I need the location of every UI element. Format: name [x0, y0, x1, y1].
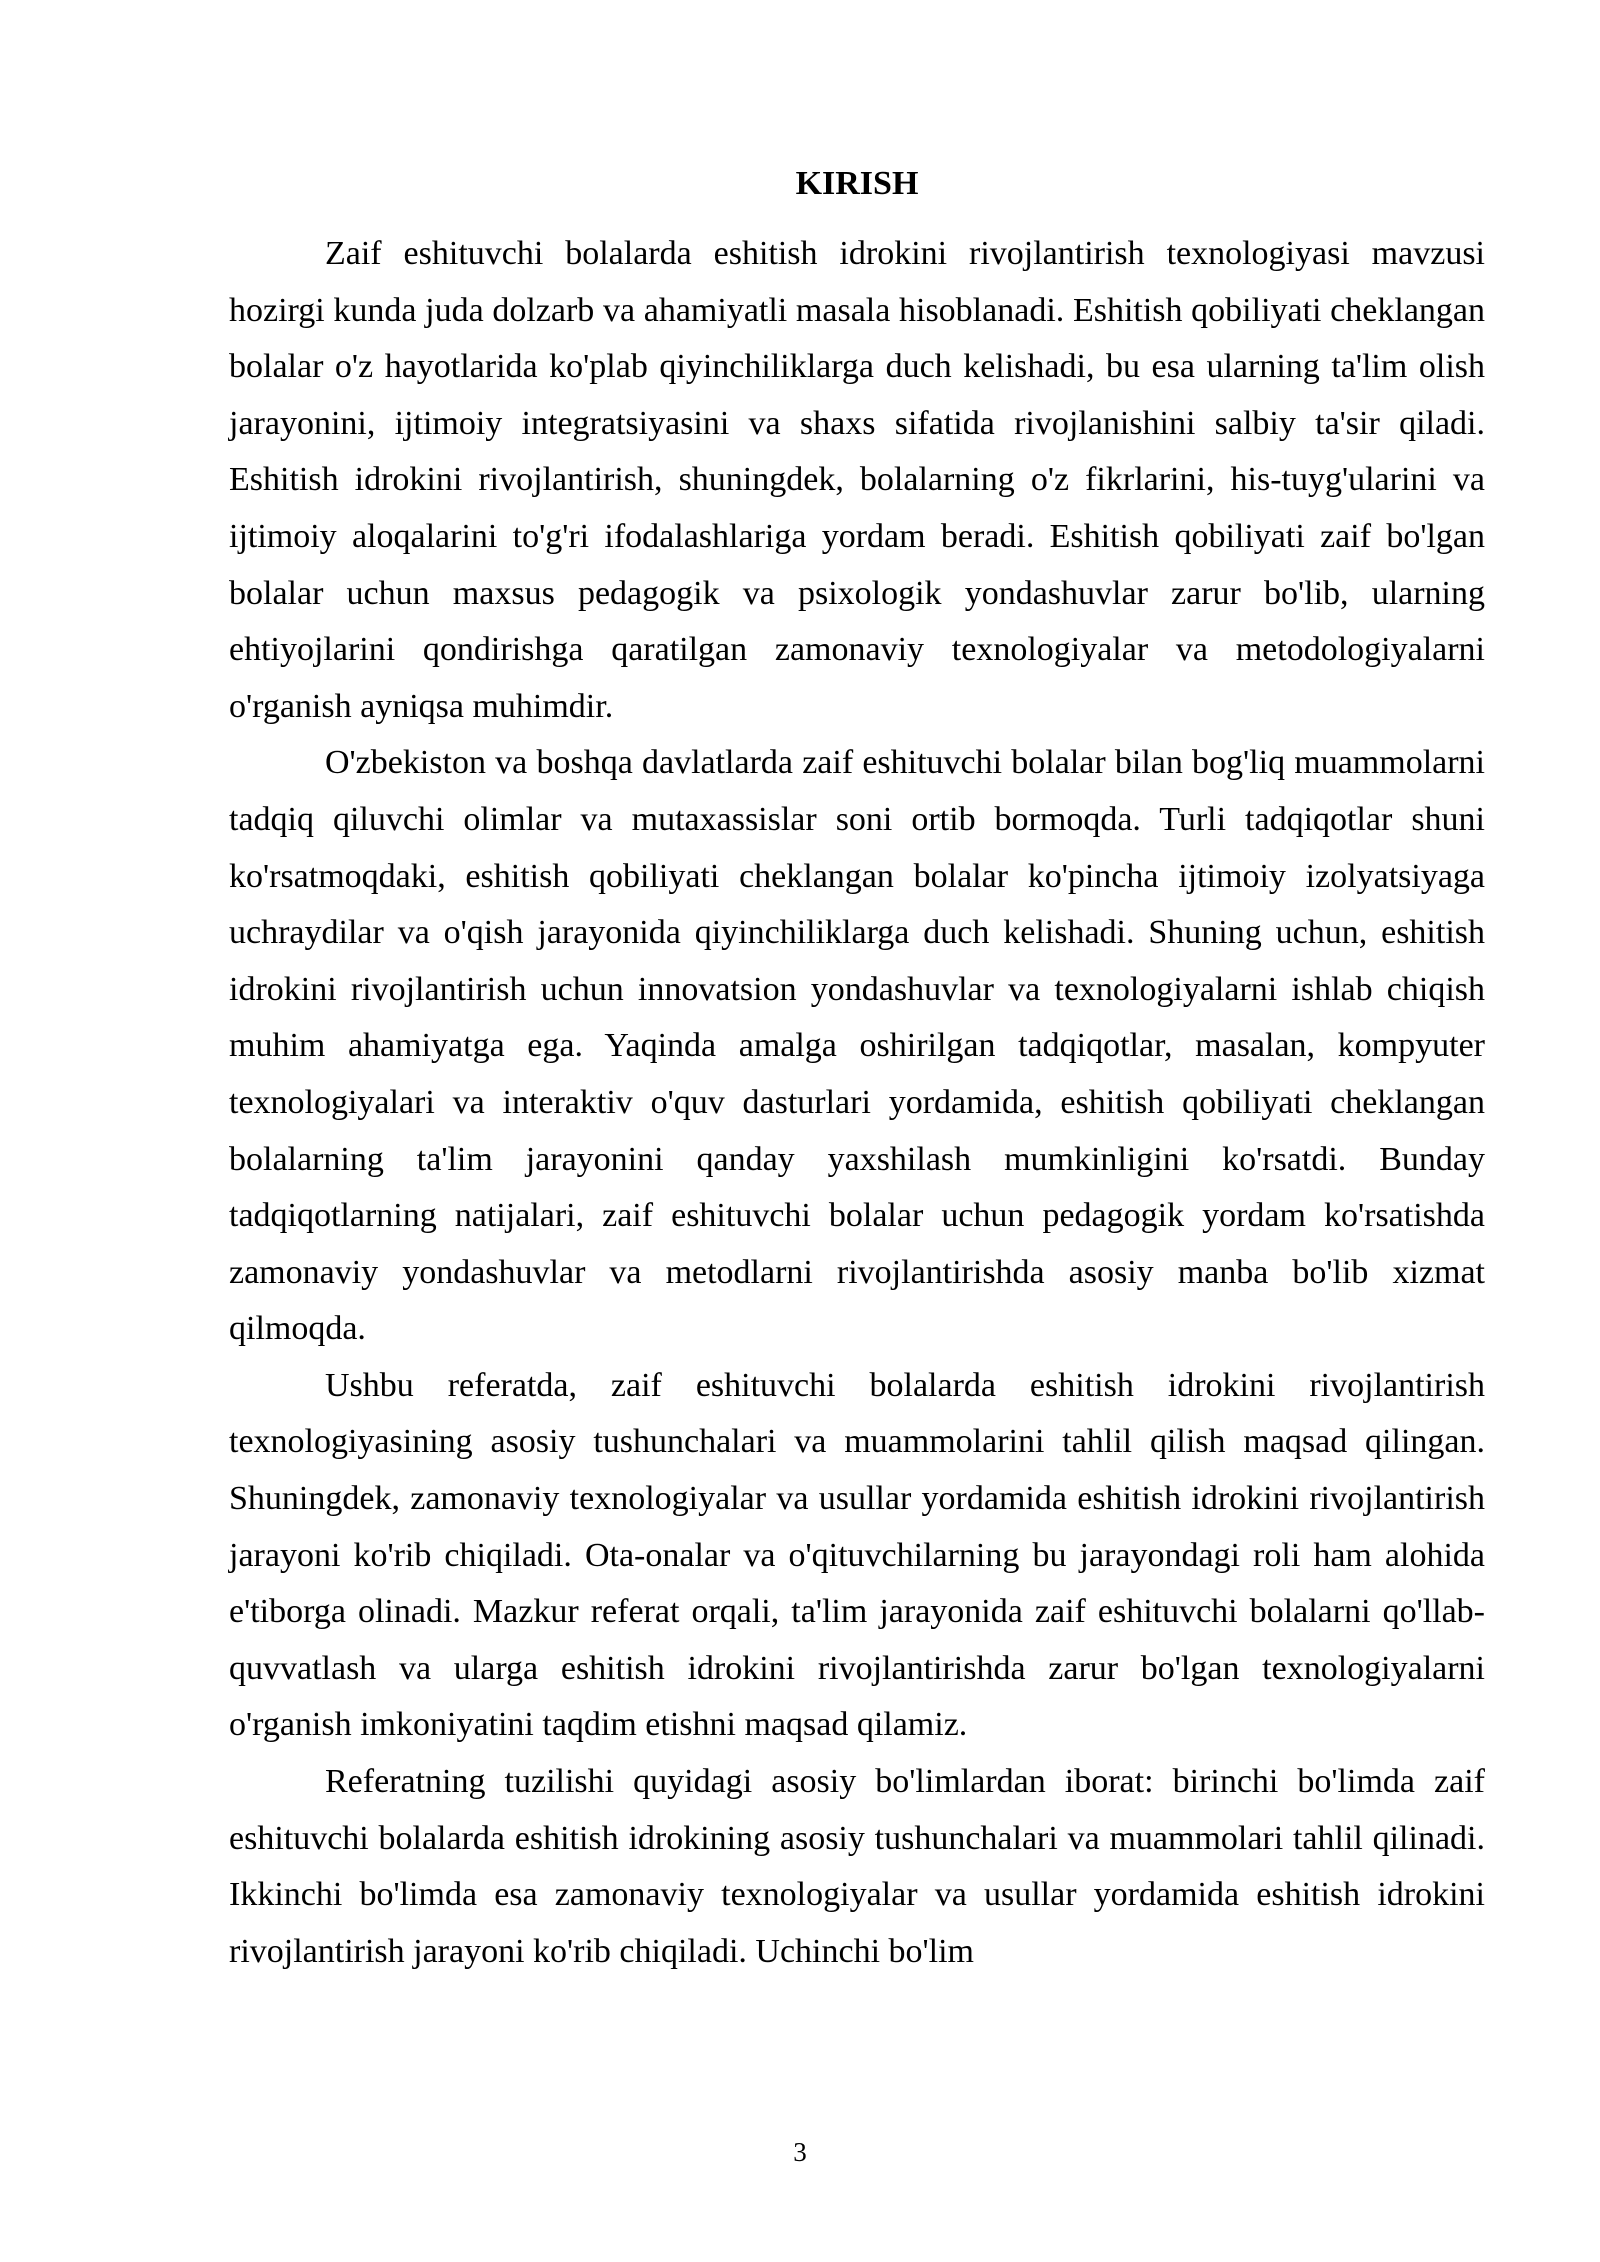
paragraph-3: Ushbu referatda, zaif eshituvchi bolalarda eshitish idrokini rivojlantirish texnologiyasining asosiy tushunchalari va muammolarini tahlil qilish maqsad qilingan. Shuningdek, zamonaviy texnologiyalar va usullar yordamida eshitish idrokini rivojlantirish jarayoni ko'rib chiqiladi. Ota-onalar va o'qituvchilarning bu jarayondagi roli ham alohida e'tiborga olinadi. Mazkur referat orqali, ta'lim jarayonida zaif eshituvchi bolalarni qo'llab-quvvatlash va ularga eshitish idrokini rivojlantirishda zarur bo'lgan texnologiyalarni o'rganish imkoniyatini taqdim etishni maqsad qilamiz. — [229, 1366, 1485, 1744]
paragraph-4: Referatning tuzilishi quyidagi asosiy bo'limlardan iborat: birinchi bo'limda zaif eshituvchi bolalarda eshitish idrokining asosiy tushunchalari va muammolari tahlil qilinadi. Ikkinchi bo'limda esa zamonaviy texnologiyalar va usullar yordamida eshitish idrokini rivojlantirish jarayoni ko'rib chiqiladi. Uchinchi bo'lim — [229, 1763, 1485, 1970]
paragraph-2: O'zbekiston va boshqa davlatlarda zaif eshituvchi bolalar bilan bog'liq muammolarni tadqiq qiluvchi olimlar va mutaxassislar soni ortib bormoqda. Turli tadqiqotlar shuni ko'rsatmoqdaki, eshitish qobiliyati cheklangan bolalar ko'pincha ijtimoiy izolyatsiyaga uchraydilar va o'qish jarayonida qiyinchiliklarga duch kelishadi. Shuning uchun, eshitish idrokini rivojlantirish uchun innovatsion yondashuvlar va texnologiyalarni ishlab chiqish muhim ahamiyatga ega. Yaqinda amalga oshirilgan tadqiqotlar, masalan, kompyuter texnologiyalari va interaktiv o'quv dasturlari yordamida, eshitish qobiliyati cheklangan bolalarning ta'lim jarayonini qanday yaxshilash mumkinligini ko'rsatdi. Bunday tadqiqotlarning natijalari, zaif eshituvchi bolalar uchun pedagogik yordam ko'rsatishda zamonaviy yondashuvlar va metodlarni rivojlantirishda asosiy manba bo'lib xizmat qilmoqda. — [229, 744, 1485, 1348]
page-content — [229, 159, 1485, 1980]
page-number: 3 — [793, 2137, 807, 2167]
paragraph-1: Zaif eshituvchi bolalarda eshitish idrokini rivojlantirish texnologiyasi mavzusi hozirgi kunda juda dolzarb va ahamiyatli masala hisoblanadi. Eshitish qobiliyati cheklangan bolalar o'z hayotlarida ko'plab qiyinchiliklarga duch kelishadi, bu esa ularning ta'lim olish jarayonini, ijtimoiy integratsiyasini va shaxs sifatida rivojlanishini salbiy ta'sir qiladi. Eshitish idrokini rivojlantirish, shuningdek, bolalarning o'z fikrlarini, his-tuyg'ularini va ijtimoiy aloqalarini to'g'ri ifodalashlariga yordam beradi. Eshitish qobiliyati zaif bo'lgan bolalar uchun maxsus pedagogik va psixologik yondashuvlar zarur bo'lib, ularning ehtiyojlarini qondirishga qaratilgan zamonaviy texnologiyalar va metodologiyalarni o'rganish ayniqsa muhimdir. — [229, 235, 1485, 725]
section-title: KIRISH — [795, 165, 919, 202]
